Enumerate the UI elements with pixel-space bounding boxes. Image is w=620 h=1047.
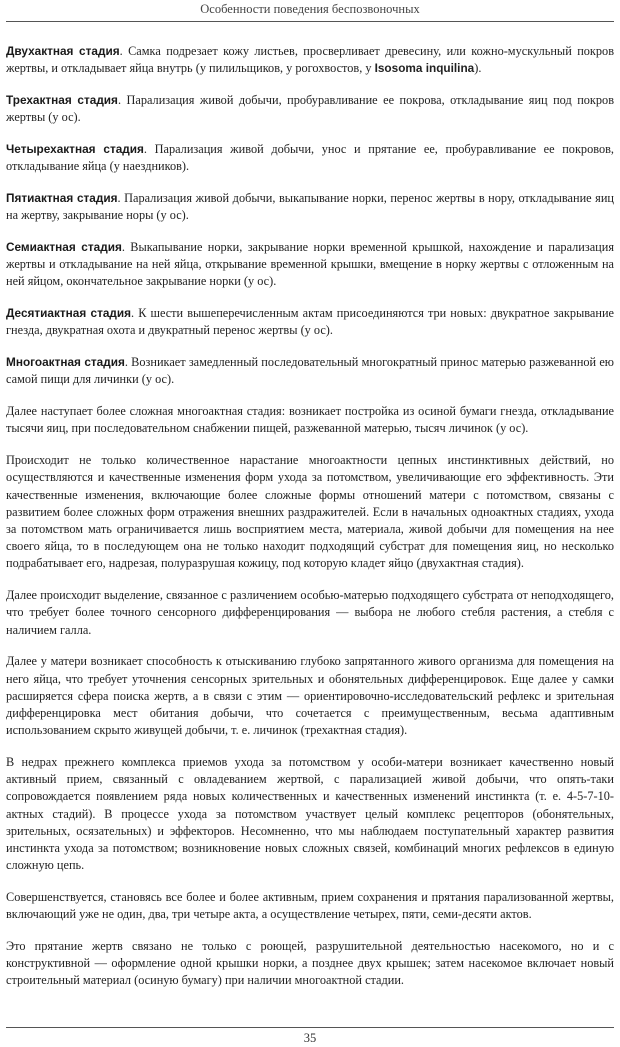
species-name: Isosoma inquilina: [374, 61, 475, 76]
stage-term: Десятиактная стадия: [6, 306, 132, 321]
stage-term: Многоактная стадия: [6, 355, 125, 370]
stage-term: Пятиактная стадия: [6, 191, 118, 205]
paragraph-five-act-stage: [6, 190, 614, 224]
paragraph-three-act-stage: [6, 92, 614, 126]
paragraph: Совершенствуется, становясь все более и более активным, прием сохранения и прятания парализованной жертвы, включающий уже не один, два, три четыре акта, а осуществление четырех, пяти, семи-десяти актов.: [6, 890, 614, 922]
page-body: [6, 43, 614, 1004]
stage-term: Семиактная стадия: [6, 240, 122, 254]
paragraph-ten-act-stage: [6, 305, 614, 339]
paragraph: Далее наступает более сложная многоактная стадия: возникает постройка из осиной бумаги гнезда, откладывание тысячи яиц, при последовательном снабжении пищей, разжеванной матерью, тысяч личинок (у ос).: [6, 404, 614, 436]
paragraph-text: . Парализация живой добычи, пробуравливание ее покрова, откладывание яиц под покров жертвы (у ос).: [6, 93, 615, 125]
paragraph: Далее у матери возникает способность к отыскиванию глубоко запрятанного живого организма для помещения на него яйца, что требует уточнения сенсорных зрительных и обонятельных дифференцировок. Еще далее у самки расширяется сфера поиска жертв, а в связи с этим — ориентировочно-исследовательский рефлекс и зрительная дифференцировка мест обитания добычи, что сочетается с преимущественным, весьма адаптивным использованием скрыто живущей добычи, т. е. личинок (трехактная стадия).: [6, 654, 614, 738]
stage-term: Четырехактная стадия: [6, 142, 144, 156]
page-number: 35: [303, 1031, 317, 1045]
paragraph: Это прятание жертв связано не только с роющей, разрушительной деятельностью насекомого, но и с конструктивной — оформление одной крышки норки, а позднее двух крышек; затем насекомое включает новый строительный материал (осиную бумагу) при наличии многоактной стадии.: [6, 939, 614, 988]
stage-term: Двухактная стадия: [6, 44, 120, 58]
stage-term: Трехактная стадия: [6, 93, 118, 107]
paragraph-two-act-stage: [6, 43, 614, 77]
header-rule: [6, 21, 614, 22]
paragraph-text: . Парализация живой добычи, унос и прятание ее, пробуравливание ее покровов, откладывание яйца (у наездников).: [6, 142, 614, 174]
paragraph-text: . Самка подрезает кожу листьев, просверливает древесину, или кожно-мускульный покров жертвы, и откладывает яйца внутрь (у пилильщиков, у рогохвостов, у: [6, 44, 614, 76]
paragraph-multi-act-stage: [6, 354, 614, 388]
running-header: Особенности поведения беспозвоночных: [200, 2, 420, 16]
paragraph-seven-act-stage: [6, 239, 614, 291]
paragraph-four-act-stage: [6, 141, 614, 175]
paragraph-text: . Возникает замедленный последовательный многократный принос матерью разжеванной ею самой пищи для личинки (у ос).: [6, 355, 614, 387]
paragraph: Происходит не только количественное нарастание многоактности цепных инстинктивных действий, но осуществляются и качественные изменения форм ухода за потомством, увеличивающие его эффективность. Эти качественные изменения, включающие более сложные формы отношений матери с потомством, связаны с развитием более сложных форм отражения внешних раздражителей. Если в начальных одноактных стадиях, ухода за потомством мать ограничивается лишь восприятием места, материала, живой добычи для помещения на нее своего яйца, то в последующем она не только находит подходящий субстрат для помещения яиц, но несколько подрабатывает его, надрезая, полуразрушая кожицу, под которую кладет яйцо (двухактная стадия).: [6, 453, 614, 571]
paragraph: Далее происходит выделение, связанное с различением особью-матерью подходящего субстрата от неподходящего, что требует более точного сенсорного дифференцирования — выбора не любого стебля растения, а стебля с наличием галла.: [6, 588, 614, 637]
paragraph-text-end: ).: [474, 61, 482, 76]
paragraph-text: . К шести вышеперечисленным актам присоединяются три новых: двукратное закрывание гнезда, двукратная охота и двукратный перенос жертвы (у ос).: [6, 306, 614, 338]
paragraph: В недрах прежнего комплекса приемов ухода за потомством у особи-матери возникает качественно новый активный прием, связанный с овладеванием жертвой, с парализацией живой добычи, что опять-таки сопровождается появлением ряда новых количественных и качественных изменений инстинкта (т. е. 4-5-7-10-актных стадий). В процессе ухода за потомством участвует целый комплекс рецепторов (обонятельных, зрительных, осязательных) и эффекторов. Несомненно, что мы наблюдаем поступательный характер развития инстинкта ухода за потомством; возникновение новых сложных связей, комбинаций многих рефлексов в единую сложную цепь.: [6, 755, 614, 873]
paragraph-text: . Выкапывание норки, закрывание норки временной крышкой, нахождение и парализация жертвы и откладывание на ней яйца, открывание временной крышки, вмещение в норку жертвы с отложенным на ней яйцом, окончательное закрывание норки (у ос).: [6, 240, 614, 289]
paragraph-text: . Парализация живой добычи, выкапывание норки, перенос жертвы в нору, откладывание яиц на жертву, закрывание норы (у ос).: [6, 191, 614, 223]
footer-rule: [6, 1027, 614, 1028]
